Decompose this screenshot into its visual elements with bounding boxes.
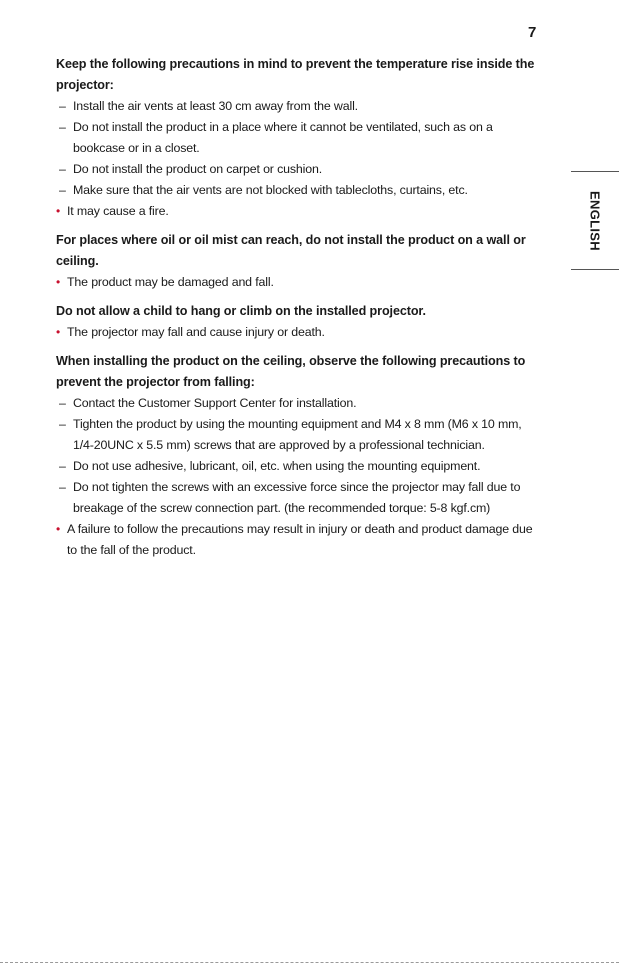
section-temperature — [56, 54, 536, 222]
bullet-marker: • — [56, 325, 61, 339]
dash-marker: – — [59, 396, 66, 410]
bullet-list — [56, 322, 536, 343]
dash-marker: – — [59, 183, 66, 197]
bullet-list — [56, 519, 536, 561]
dash-marker: – — [59, 120, 66, 134]
bullet-item — [56, 322, 536, 343]
side-tab-top-rule — [571, 171, 619, 172]
bullet-text: It may cause a fire. — [67, 204, 169, 218]
bullet-item — [56, 519, 536, 561]
dash-item — [56, 456, 536, 477]
section-heading: When installing the product on the ceiling, observe the following precautions to prevent the projector from falling: — [56, 354, 526, 389]
dash-text: Contact the Customer Support Center for installation. — [73, 396, 357, 410]
bullet-list — [56, 272, 536, 293]
bullet-marker: • — [56, 522, 61, 536]
dash-item — [56, 159, 536, 180]
bullet-text: A failure to follow the precautions may result in injury or death and product damage due to the fall of the product. — [67, 522, 533, 557]
dash-marker: – — [59, 480, 66, 494]
bullet-item — [56, 272, 536, 293]
dash-marker: – — [59, 459, 66, 473]
dash-text: Do not install the product in a place where it cannot be ventilated, such as on a bookcase or in a closet. — [73, 120, 493, 155]
dash-marker: – — [59, 162, 66, 176]
dash-text: Make sure that the air vents are not blocked with tablecloths, curtains, etc. — [73, 183, 468, 197]
side-tab-bottom-rule — [571, 269, 619, 270]
bullet-marker: • — [56, 275, 61, 289]
section-heading: For places where oil or oil mist can reach, do not install the product on a wall or ceiling. — [56, 233, 526, 268]
bullet-item — [56, 201, 536, 222]
language-side-tab — [571, 171, 619, 270]
dash-text: Do not install the product on carpet or cushion. — [73, 162, 323, 176]
dash-text: Do not tighten the screws with an excessive force since the projector may fall due to breakage of the screw connection part. (the recommended torque: 5-8 kgf.cm) — [73, 480, 521, 515]
dash-text: Tighten the product by using the mounting equipment and M4 x 8 mm (M6 x 10 mm, 1/4-20UNC x 5.5 mm) screws that are approved by a professional technician. — [73, 417, 522, 452]
dash-text: Do not use adhesive, lubricant, oil, etc. when using the mounting equipment. — [73, 459, 481, 473]
section-heading: Do not allow a child to hang or climb on the installed projector. — [56, 304, 426, 318]
dash-item — [56, 180, 536, 201]
section-heading: Keep the following precautions in mind to prevent the temperature rise inside the projector: — [56, 57, 535, 92]
dash-list — [56, 393, 536, 519]
section-child-safety — [56, 301, 536, 343]
bullet-text: The projector may fall and cause injury or death. — [67, 325, 325, 339]
dash-item — [56, 117, 536, 159]
dash-item — [56, 477, 536, 519]
bullet-marker: • — [56, 204, 61, 218]
dash-item — [56, 414, 536, 456]
dash-item — [56, 393, 536, 414]
dash-marker: – — [59, 99, 66, 113]
bullet-list — [56, 201, 536, 222]
dash-marker: – — [59, 417, 66, 431]
footer-dashed-rule — [0, 962, 619, 963]
bullet-text: The product may be damaged and fall. — [67, 275, 274, 289]
side-tab-label: ENGLISH — [587, 190, 603, 251]
dash-list — [56, 96, 536, 201]
dash-text: Install the air vents at least 30 cm away from the wall. — [73, 99, 358, 113]
section-ceiling-install — [56, 351, 536, 561]
dash-item — [56, 96, 536, 117]
section-oil-mist — [56, 230, 536, 293]
document-body — [56, 54, 536, 561]
page-number: 7 — [528, 24, 537, 41]
